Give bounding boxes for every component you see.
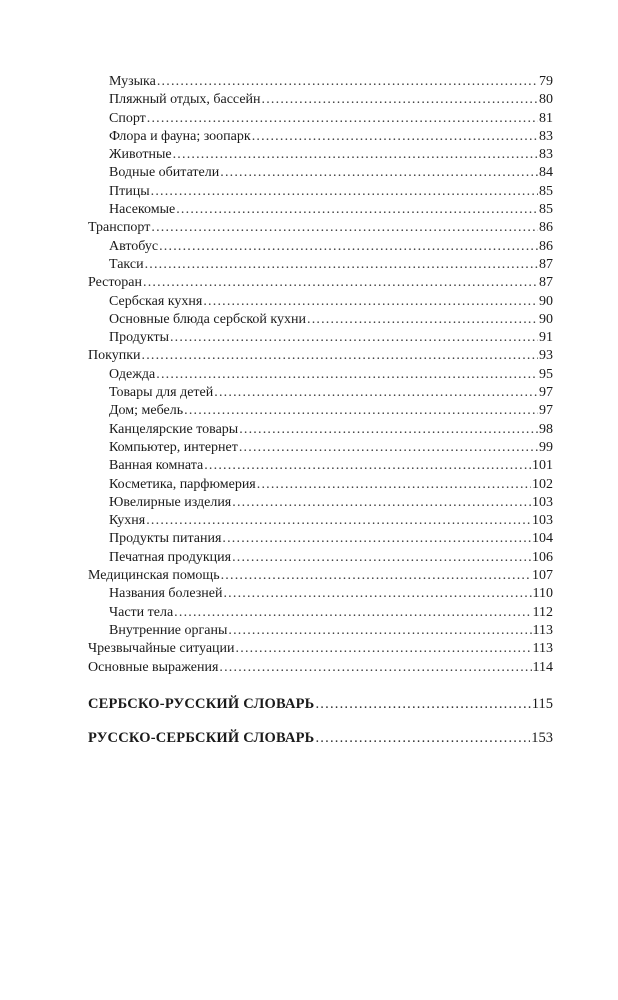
toc-entry-page: 87 — [539, 275, 553, 291]
toc-subentry[interactable] — [88, 256, 553, 274]
toc-entry-title: Компьютер, интернет — [109, 439, 238, 455]
dot-leader — [147, 110, 538, 128]
dot-leader — [262, 91, 538, 109]
dot-leader — [232, 549, 531, 567]
toc-entry-page: 81 — [539, 110, 553, 126]
toc-entry-title: Транспорт — [88, 220, 151, 236]
toc-entry-title: Продукты питания — [109, 531, 222, 547]
dot-leader — [157, 73, 538, 91]
toc-entry-title: Канцелярские товары — [109, 421, 239, 437]
toc-entry-title: Покупки — [88, 348, 141, 364]
toc-entry-title: РУССКО-СЕРБСКИЙ СЛОВАРЬ — [88, 730, 315, 747]
toc-subentry[interactable] — [88, 604, 553, 622]
toc-subentry[interactable] — [88, 91, 553, 109]
toc-subentry[interactable] — [88, 530, 553, 548]
dot-leader — [252, 128, 538, 146]
dot-leader — [219, 659, 531, 677]
toc-subentry[interactable] — [88, 585, 553, 603]
toc-entry[interactable] — [88, 567, 553, 585]
dot-leader — [239, 439, 538, 457]
dot-leader — [170, 329, 538, 347]
toc-subentry[interactable] — [88, 384, 553, 402]
toc-entries — [88, 73, 553, 677]
toc-entry-page: 113 — [532, 622, 553, 638]
toc-subentry[interactable] — [88, 457, 553, 475]
toc-entry-page: 112 — [532, 604, 553, 620]
toc-subentry[interactable] — [88, 366, 553, 384]
toc-entry[interactable] — [88, 640, 553, 658]
toc-entry-page: 114 — [532, 659, 553, 675]
toc-entry-page: 113 — [532, 641, 553, 657]
toc-entry-title: Животные — [109, 147, 172, 163]
dot-leader — [222, 530, 531, 548]
toc-entry-title: Автобус — [109, 238, 159, 254]
toc-entry-title: Названия болезней — [109, 586, 223, 602]
toc-entry-title: Основные блюда сербской кухни — [109, 311, 306, 327]
dot-leader — [176, 201, 538, 219]
toc-entry-page: 102 — [532, 476, 553, 492]
toc-entry-title: Музыка — [109, 74, 156, 89]
toc-entry-page: 86 — [539, 238, 553, 254]
toc-entry-title: Ювелирные изделия — [109, 494, 232, 510]
dot-leader — [239, 421, 538, 439]
toc-entry-title: Чрезвычайные ситуации — [88, 641, 235, 657]
dot-leader — [174, 604, 531, 622]
toc-entry-page: 115 — [531, 695, 553, 712]
toc-entry-page: 110 — [532, 586, 553, 602]
dot-leader — [232, 494, 531, 512]
toc-subentry[interactable] — [88, 110, 553, 128]
toc-entry-title: Внутренние органы — [109, 622, 228, 638]
dot-leader — [184, 402, 538, 420]
toc-entry-page: 84 — [539, 165, 553, 181]
toc-subentry[interactable] — [88, 329, 553, 347]
toc-subentry[interactable] — [88, 402, 553, 420]
toc-entry-title: Продукты — [109, 330, 169, 346]
dot-leader — [315, 695, 530, 713]
toc-entry[interactable] — [88, 219, 553, 237]
toc-subentry[interactable] — [88, 164, 553, 182]
dot-leader — [173, 146, 538, 164]
toc-subentry[interactable] — [88, 512, 553, 530]
dot-leader — [204, 457, 531, 475]
toc-subentry[interactable] — [88, 439, 553, 457]
toc-entry-page: 103 — [532, 513, 553, 529]
toc-entry-page: 97 — [539, 385, 553, 401]
dot-leader — [257, 476, 531, 494]
dot-leader — [228, 622, 531, 640]
dot-leader — [146, 512, 531, 530]
toc-entry-page: 86 — [539, 220, 553, 236]
toc-entry-page: 91 — [539, 330, 553, 346]
dot-leader — [220, 164, 538, 182]
toc-entry-page: 95 — [539, 366, 553, 382]
toc-entry-title: Кухня — [109, 513, 146, 529]
toc-entry-page: 106 — [532, 549, 553, 565]
toc-entry-title: Флора и фауна; зоопарк — [109, 128, 251, 144]
toc-entry-title: Спорт — [109, 110, 146, 126]
toc-entry-title: Печатная продукция — [109, 549, 232, 565]
toc-entry-page: 90 — [539, 311, 553, 327]
toc-subentry[interactable] — [88, 128, 553, 146]
toc-entry-page: 107 — [532, 568, 553, 584]
toc-subentry[interactable] — [88, 622, 553, 640]
toc-entry-title: Товары для детей — [109, 385, 214, 401]
dot-leader — [143, 274, 538, 292]
toc-subentry[interactable] — [88, 421, 553, 439]
dot-leader — [203, 293, 538, 311]
dot-leader — [315, 729, 530, 747]
toc-entry-page: 85 — [539, 202, 553, 218]
toc-entry-page: 83 — [539, 128, 553, 144]
toc-entry-page: 104 — [532, 531, 553, 547]
toc-subentry[interactable] — [88, 293, 553, 311]
toc-entry-page: 103 — [532, 494, 553, 510]
toc-entry-page: 87 — [539, 256, 553, 272]
toc-entry[interactable] — [88, 347, 553, 365]
toc-entry-title: СЕРБСКО-РУССКИЙ СЛОВАРЬ — [88, 695, 315, 712]
toc-entry-title: Медицинская помощь — [88, 568, 220, 584]
dot-leader — [151, 183, 538, 201]
toc-entry-title: Насекомые — [109, 202, 176, 218]
toc-subentry[interactable] — [88, 311, 553, 329]
dot-leader — [236, 640, 532, 658]
dot-leader — [214, 384, 538, 402]
dot-leader — [307, 311, 538, 329]
toc-entry-title: Птицы — [109, 183, 150, 199]
dot-leader — [142, 347, 539, 365]
toc-entry-title: Такси — [109, 256, 144, 272]
toc-subentry[interactable] — [88, 476, 553, 494]
toc-entry-page: 80 — [539, 92, 553, 108]
toc-entry-page: 97 — [539, 403, 553, 419]
toc-entry-page: 83 — [539, 147, 553, 163]
toc-subentry[interactable] — [88, 549, 553, 567]
dot-leader — [156, 366, 538, 384]
dot-leader — [223, 585, 531, 603]
toc-entry-title: Основные выражения — [88, 659, 219, 675]
toc-entry-title: Сербская кухня — [109, 293, 203, 309]
toc-entry-title: Ванная комната — [109, 458, 204, 474]
table-of-contents — [88, 73, 553, 747]
toc-entry-title: Дом; мебель — [109, 403, 184, 419]
toc-entry-title: Косметика, парфюмерия — [109, 476, 256, 492]
dot-leader — [221, 567, 531, 585]
toc-entry-page: 93 — [539, 348, 553, 364]
toc-subentry[interactable] — [88, 238, 553, 256]
toc-entry-title: Одежда — [109, 366, 156, 382]
toc-entry-page: 101 — [532, 458, 553, 474]
toc-dictionary-entry[interactable] — [88, 729, 553, 747]
toc-entry[interactable] — [88, 274, 553, 292]
toc-entry-page: 90 — [539, 293, 553, 309]
toc-entry-page: 98 — [539, 421, 553, 437]
dot-leader — [151, 219, 538, 237]
toc-entry-title: Водные обитатели — [109, 165, 220, 181]
toc-entry-title: Пляжный отдых, бассейн — [109, 92, 261, 108]
toc-entry-page: 99 — [539, 439, 553, 455]
toc-entry-title: Ресторан — [88, 275, 143, 291]
toc-entry-page: 153 — [531, 730, 553, 747]
toc-entry-title: Части тела — [109, 604, 174, 620]
toc-subentry[interactable] — [88, 73, 553, 91]
toc-entry-page: 85 — [539, 183, 553, 199]
toc-entry[interactable] — [88, 659, 553, 677]
toc-subentry[interactable] — [88, 494, 553, 512]
toc-subentry[interactable] — [88, 146, 553, 164]
toc-dictionary-entry[interactable] — [88, 695, 553, 713]
dot-leader — [145, 256, 538, 274]
toc-subentry[interactable] — [88, 183, 553, 201]
toc-entry-page: 79 — [539, 74, 553, 89]
dot-leader — [159, 238, 538, 256]
toc-subentry[interactable] — [88, 201, 553, 219]
